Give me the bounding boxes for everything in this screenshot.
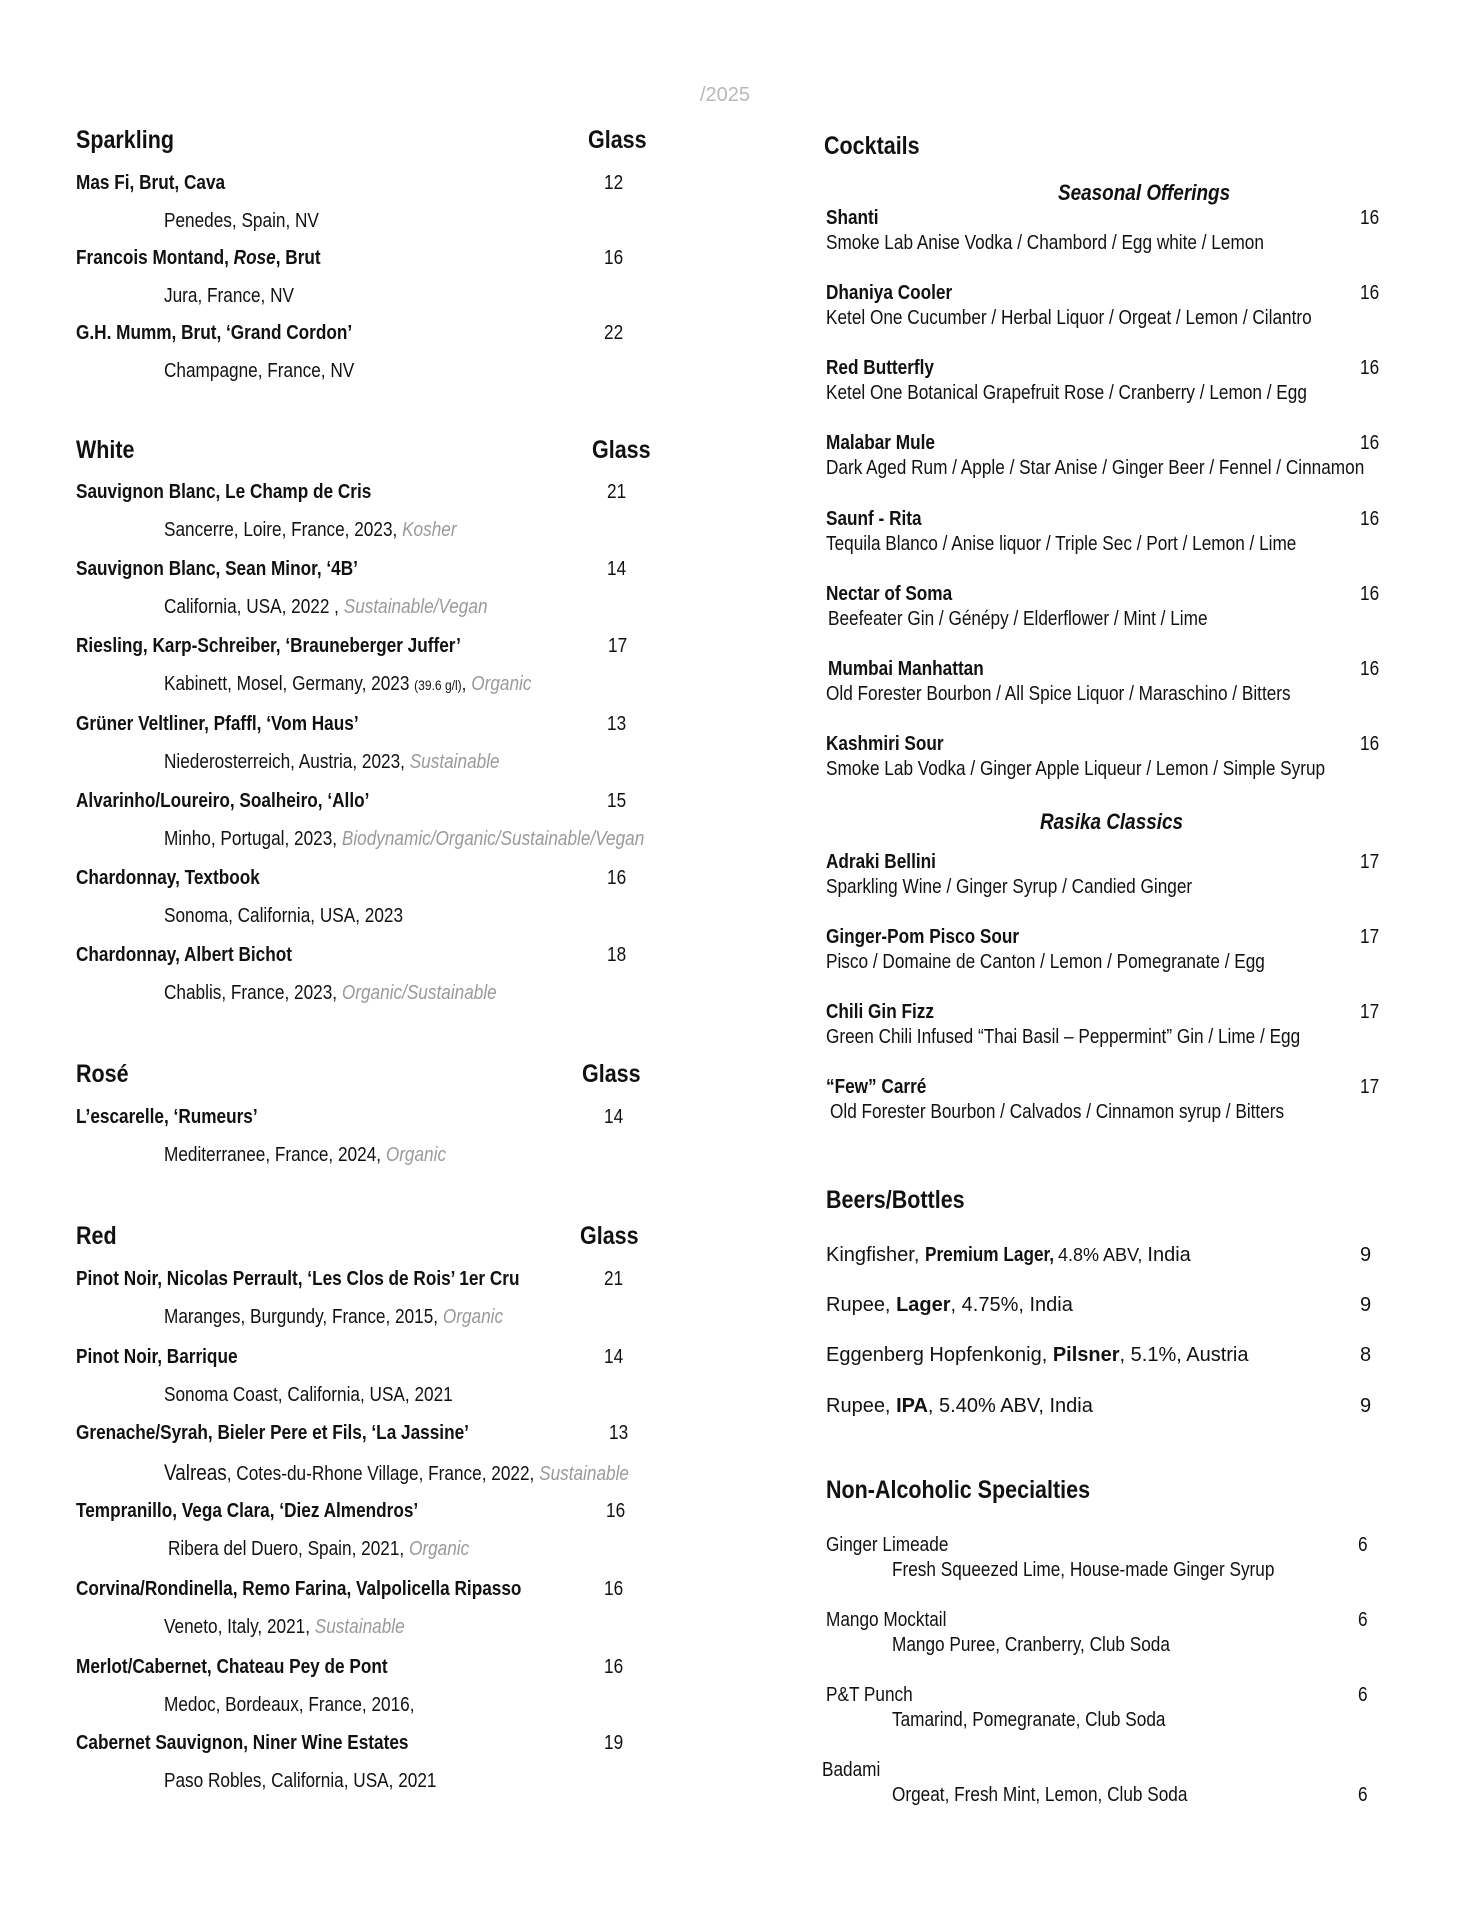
wine-price: 14	[604, 1346, 624, 1368]
sustainability-tag: Biodynamic/Organic/Sustainable/Vegan	[341, 828, 645, 850]
mocktail-description: Tamarind, Pomegranate, Club Soda	[892, 1709, 1166, 1731]
mocktail-price: 6	[1358, 1684, 1368, 1706]
wine-price: 13	[609, 1422, 629, 1444]
wine-name: Francois Montand, Rose, Brut	[76, 247, 321, 269]
mocktail-name: P&T Punch	[826, 1684, 913, 1706]
wine-item	[0, 635, 740, 711]
cocktail-description: Sparkling Wine / Ginger Syrup / Candied Ginger	[826, 876, 1193, 898]
wine-name: Grüner Veltliner, Pfaffl, ‘Vom Haus’	[76, 713, 359, 735]
wine-item	[0, 1578, 740, 1654]
cocktail-price: 16	[1360, 658, 1380, 680]
cocktail-name: Chili Gin Fizz	[826, 1001, 934, 1023]
wine-item	[0, 944, 740, 1020]
mocktail-name: Mango Mocktail	[826, 1609, 947, 1631]
beer-item	[826, 1244, 1386, 1274]
cocktail-name: Red Butterfly	[826, 357, 934, 379]
non-alcoholic-title: Non-Alcoholic Specialties	[826, 1476, 1091, 1504]
section-title: Rosé	[76, 1060, 129, 1088]
wine-price: 17	[608, 635, 628, 657]
wine-price: 15	[607, 790, 627, 812]
wine-price: 16	[606, 1500, 626, 1522]
wine-region: Sonoma Coast, California, USA, 2021	[164, 1384, 453, 1406]
cocktail-item	[826, 357, 1386, 427]
mocktail-price: 6	[1358, 1609, 1368, 1631]
cocktail-item	[826, 733, 1386, 803]
wine-price: 18	[607, 944, 627, 966]
wine-region: Ribera del Duero, Spain, 2021, Organic	[168, 1538, 470, 1560]
wine-region: Chablis, France, 2023, Organic/Sustainable	[164, 982, 497, 1004]
cocktail-item	[826, 583, 1386, 653]
mocktail-description: Mango Puree, Cranberry, Club Soda	[892, 1634, 1170, 1656]
cocktail-name: Adraki Bellini	[826, 851, 936, 873]
mocktail-name: Badami	[822, 1759, 881, 1781]
wine-region: Mediterranee, France, 2024, Organic	[164, 1144, 447, 1166]
wine-name: Riesling, Karp-Schreiber, ‘Brauneberger Juffer’	[76, 635, 461, 657]
section-title: Sparkling	[76, 126, 174, 154]
cocktail-price: 16	[1360, 583, 1380, 605]
cocktail-description: Old Forester Bourbon / All Spice Liquor / Maraschino / Bitters	[826, 683, 1291, 705]
mocktail-item	[826, 1684, 1386, 1744]
beer-price: 9	[1360, 1294, 1372, 1316]
wine-item	[0, 867, 740, 943]
wine-price: 12	[604, 172, 624, 194]
wine-item	[0, 1106, 740, 1182]
cocktail-description: Smoke Lab Anise Vodka / Chambord / Egg white / Lemon	[826, 232, 1264, 254]
sustainability-tag: Sustainable	[314, 1616, 405, 1638]
cocktail-description: Ketel One Cucumber / Herbal Liquor / Orgeat / Lemon / Cilantro	[826, 307, 1312, 329]
sustainability-tag: Kosher	[402, 519, 457, 541]
cocktail-name: Malabar Mule	[826, 432, 935, 454]
wine-price: 16	[604, 1578, 624, 1600]
menu-date: /2025	[700, 84, 751, 106]
cocktail-price: 16	[1360, 733, 1380, 755]
wine-name: Chardonnay, Textbook	[76, 867, 260, 889]
wine-price: 14	[607, 558, 627, 580]
wine-price: 14	[604, 1106, 624, 1128]
cocktail-name: Mumbai Manhattan	[828, 658, 984, 680]
wine-name: Mas Fi, Brut, Cava	[76, 172, 226, 194]
cocktail-description: Pisco / Domaine de Canton / Lemon / Pomegranate / Egg	[826, 951, 1265, 973]
wine-price: 21	[604, 1268, 624, 1290]
cocktail-description: Ketel One Botanical Grapefruit Rose / Cranberry / Lemon / Egg	[826, 382, 1307, 404]
wine-region: Sancerre, Loire, France, 2023, Kosher	[164, 519, 457, 541]
sustainability-tag: Organic	[442, 1306, 504, 1328]
wine-item	[0, 558, 740, 634]
cocktail-name: Dhaniya Cooler	[826, 282, 953, 304]
wine-region: Champagne, France, NV	[164, 360, 355, 382]
mocktail-description: Orgeat, Fresh Mint, Lemon, Club Soda	[892, 1784, 1188, 1806]
cocktail-item	[826, 926, 1386, 996]
cocktail-subtitle-seasonal: Seasonal Offerings	[1058, 180, 1231, 205]
cocktail-item	[826, 282, 1386, 352]
sustainability-tag: Organic	[385, 1144, 447, 1166]
wine-name: Pinot Noir, Barrique	[76, 1346, 238, 1368]
glass-column-header: Glass	[580, 1222, 639, 1250]
beer-item	[826, 1294, 1386, 1324]
wine-region: Penedes, Spain, NV	[164, 210, 319, 232]
section-title: White	[76, 436, 135, 464]
wine-item	[0, 790, 740, 866]
wine-name: Corvina/Rondinella, Remo Farina, Valpolicella Ripasso	[76, 1578, 522, 1600]
cocktail-name: Shanti	[826, 207, 879, 229]
wine-region: Niederosterreich, Austria, 2023, Sustainable	[164, 751, 500, 773]
wine-item	[0, 247, 740, 323]
cocktail-item	[826, 508, 1386, 578]
wine-price: 22	[604, 322, 624, 344]
section-title: Red	[76, 1222, 117, 1250]
wine-name: Chardonnay, Albert Bichot	[76, 944, 292, 966]
cocktail-item	[826, 432, 1386, 502]
cocktail-description: Tequila Blanco / Anise liquor / Triple Sec / Port / Lemon / Lime	[826, 533, 1297, 555]
cocktail-price: 16	[1360, 282, 1380, 304]
cocktail-price: 16	[1360, 508, 1380, 530]
beer-price: 8	[1360, 1344, 1372, 1366]
mocktail-item	[826, 1609, 1386, 1669]
beer-item	[826, 1395, 1386, 1425]
mocktail-price: 6	[1358, 1534, 1368, 1556]
cocktail-item	[826, 658, 1386, 728]
wine-region: Kabinett, Mosel, Germany, 2023 (39.6 g/l), Organic	[164, 673, 532, 695]
sustainability-tag: Sustainable	[539, 1463, 629, 1485]
beer-description: Eggenberg Hopfenkonig, Pilsner, 5.1%, Austria	[826, 1344, 1249, 1366]
mocktail-item	[822, 1759, 1386, 1819]
mocktail-name: Ginger Limeade	[826, 1534, 949, 1556]
sustainability-tag: Organic/Sustainable	[341, 982, 497, 1004]
wine-name: Grenache/Syrah, Bieler Pere et Fils, ‘La Jassine’	[76, 1422, 469, 1444]
beer-description: Kingfisher, Premium Lager, 4.8% ABV, India	[826, 1244, 1191, 1266]
wine-price: 13	[607, 713, 627, 735]
wine-name: Merlot/Cabernet, Chateau Pey de Pont	[76, 1656, 388, 1678]
wine-region: Minho, Portugal, 2023, Biodynamic/Organic/Sustainable/Vegan	[164, 828, 645, 850]
mocktail-price: 6	[1358, 1784, 1368, 1806]
beer-price: 9	[1360, 1244, 1372, 1266]
cocktail-price: 17	[1360, 851, 1380, 873]
cocktail-description: Green Chili Infused “Thai Basil – Peppermint” Gin / Lime / Egg	[826, 1026, 1301, 1048]
wine-region: Veneto, Italy, 2021, Sustainable	[164, 1616, 405, 1638]
beers-title: Beers/Bottles	[826, 1186, 965, 1214]
wine-name: Sauvignon Blanc, Sean Minor, ‘4B’	[76, 558, 358, 580]
glass-column-header: Glass	[588, 126, 647, 154]
wine-region: Medoc, Bordeaux, France, 2016,	[164, 1694, 415, 1716]
wine-name: Tempranillo, Vega Clara, ‘Diez Almendros’	[76, 1500, 419, 1522]
beer-item	[826, 1344, 1386, 1374]
wine-item	[0, 1268, 740, 1344]
sustainability-tag: Organic	[471, 673, 532, 695]
wine-item	[0, 1500, 740, 1576]
cocktail-item	[826, 1001, 1386, 1071]
wine-name: Alvarinho/Loureiro, Soalheiro, ‘Allo’	[76, 790, 370, 812]
beer-price: 9	[1360, 1395, 1372, 1417]
cocktail-price: 16	[1360, 432, 1380, 454]
wine-price: 16	[604, 1656, 624, 1678]
mocktail-item	[826, 1534, 1386, 1594]
wine-price: 16	[604, 247, 624, 269]
sustainability-tag: Organic	[408, 1538, 470, 1560]
cocktail-name: Saunf - Rita	[826, 508, 922, 530]
wine-region: Valreas, Cotes-du-Rhone Village, France, 2022, Sustainable	[164, 1460, 629, 1485]
mocktail-description: Fresh Squeezed Lime, House-made Ginger Syrup	[892, 1559, 1275, 1581]
cocktail-price: 16	[1360, 207, 1380, 229]
cocktail-name: Nectar of Soma	[826, 583, 953, 605]
wine-item	[0, 713, 740, 789]
cocktail-description: Dark Aged Rum / Apple / Star Anise / Ginger Beer / Fennel / Cinnamon	[826, 457, 1365, 479]
wine-item	[0, 1422, 740, 1498]
glass-column-header: Glass	[592, 436, 651, 464]
wine-name: G.H. Mumm, Brut, ‘Grand Cordon’	[76, 322, 353, 344]
wine-item	[0, 1656, 740, 1732]
wine-price: 21	[607, 481, 627, 503]
cocktail-subtitle-classics: Rasika Classics	[1040, 809, 1184, 834]
wine-name: Pinot Noir, Nicolas Perrault, ‘Les Clos de Rois’ 1er Cru	[76, 1268, 520, 1290]
wine-price: 19	[604, 1732, 624, 1754]
glass-column-header: Glass	[582, 1060, 641, 1088]
wine-item	[0, 1346, 740, 1422]
cocktail-item	[826, 207, 1386, 277]
sustainability-tag: Sustainable/Vegan	[343, 596, 488, 618]
beer-description: Rupee, IPA, 5.40% ABV, India	[826, 1395, 1093, 1417]
wine-name: L’escarelle, ‘Rumeurs’	[76, 1106, 258, 1128]
wine-name: Sauvignon Blanc, Le Champ de Cris	[76, 481, 372, 503]
sustainability-tag: Sustainable	[409, 751, 500, 773]
wine-region: California, USA, 2022 , Sustainable/Vegan	[164, 596, 488, 618]
cocktail-name: “Few” Carré	[826, 1076, 927, 1098]
wine-item	[0, 322, 740, 398]
cocktail-price: 17	[1360, 926, 1380, 948]
cocktail-description: Smoke Lab Vodka / Ginger Apple Liqueur / Lemon / Simple Syrup	[826, 758, 1326, 780]
cocktail-price: 17	[1360, 1001, 1380, 1023]
wine-item	[0, 481, 740, 557]
cocktails-title: Cocktails	[824, 132, 920, 160]
wine-region: Maranges, Burgundy, France, 2015, Organic	[164, 1306, 504, 1328]
wine-name: Cabernet Sauvignon, Niner Wine Estates	[76, 1732, 409, 1754]
cocktail-price: 16	[1360, 357, 1380, 379]
cocktail-item	[826, 1076, 1386, 1146]
cocktail-item	[826, 851, 1386, 921]
cocktail-description: Old Forester Bourbon / Calvados / Cinnamon syrup / Bitters	[830, 1101, 1285, 1123]
wine-region: Jura, France, NV	[164, 285, 295, 307]
cocktail-name: Ginger-Pom Pisco Sour	[826, 926, 1020, 948]
cocktail-price: 17	[1360, 1076, 1380, 1098]
wine-region: Sonoma, California, USA, 2023	[164, 905, 404, 927]
cocktail-description: Beefeater Gin / Génépy / Elderflower / Mint / Lime	[828, 608, 1208, 630]
wine-region: Paso Robles, California, USA, 2021	[164, 1770, 437, 1792]
wine-item	[0, 172, 740, 248]
wine-price: 16	[607, 867, 627, 889]
cocktail-name: Kashmiri Sour	[826, 733, 944, 755]
beer-description: Rupee, Lager, 4.75%, India	[826, 1294, 1073, 1316]
wine-item	[0, 1732, 740, 1808]
